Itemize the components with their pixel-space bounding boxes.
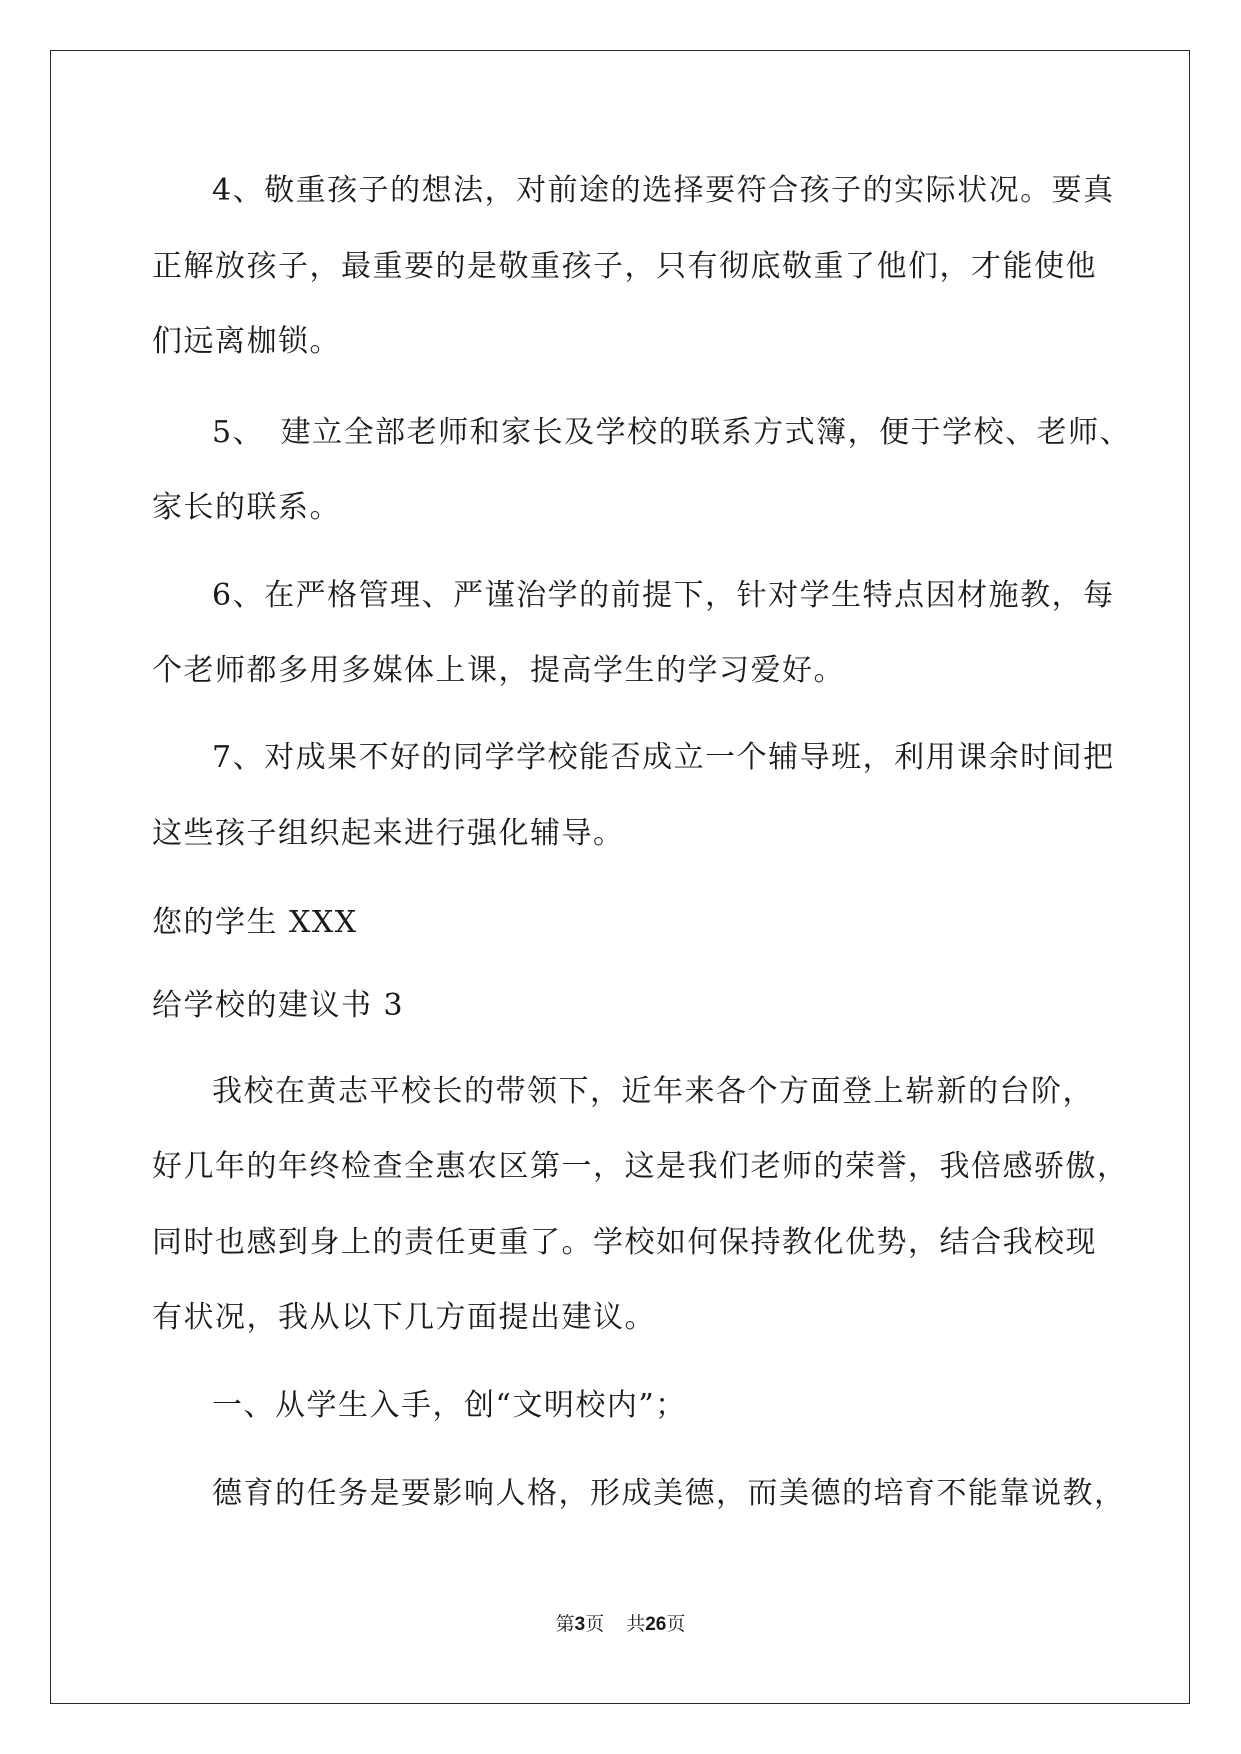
paragraph-line: 好几年的年终检查全惠农区第一，这是我们老师的荣誉，我倍感骄傲，: [152, 1149, 1129, 1184]
paragraph-line: 我校在黄志平校长的带领下，近年来各个方面登上崭新的台阶，: [212, 1074, 1094, 1109]
signature-line: 您的学生 XXX: [152, 905, 358, 940]
footer-prefix: 第: [555, 1613, 575, 1635]
paragraph-line: 有状况，我从以下几方面提出建议。: [152, 1300, 656, 1335]
page-footer: [0, 1612, 1241, 1637]
paragraph-line: 6、在严格管理、严谨治学的前提下，针对学生特点因材施教，每: [212, 578, 1115, 613]
paragraph-line: 们远离枷锁。: [152, 324, 341, 359]
paragraph-line: 德育的任务是要影响人格，形成美德，而美德的培育不能靠说教，: [212, 1476, 1126, 1511]
footer-total-pages: 26: [645, 1614, 667, 1635]
paragraph-line: 这些孩子组织起来进行强化辅导。: [152, 816, 625, 851]
paragraph-line: 7、对成果不好的同学学校能否成立一个辅导班，利用课余时间把: [212, 740, 1115, 775]
paragraph-line: 5、 建立全部老师和家长及学校的联系方式簿，便于学校、老师、: [212, 415, 1132, 450]
footer-page-number: 3: [574, 1614, 586, 1635]
paragraph-line: 4、敬重孩子的想法，对前途的选择要符合孩子的实际状况。要真: [212, 173, 1115, 208]
paragraph-line: 正解放孩子，最重要的是敬重孩子，只有彻底敬重了他们，才能使他: [152, 249, 1097, 284]
paragraph-line: 家长的联系。: [152, 490, 341, 525]
footer-total-suffix: 页: [666, 1613, 686, 1635]
footer-total-prefix: 共: [626, 1613, 646, 1635]
page-border: [50, 50, 1190, 1704]
paragraph-line: 个老师都多用多媒体上课，提高学生的学习爱好。: [152, 653, 845, 688]
subheading-line: 一、从学生入手，创“文明校内”；: [212, 1388, 687, 1423]
footer-page-suffix: 页: [585, 1613, 605, 1635]
section-title: 给学校的建议书 3: [152, 988, 405, 1023]
paragraph-line: 同时也感到身上的责任更重了。学校如何保持教化优势，结合我校现: [152, 1225, 1097, 1260]
